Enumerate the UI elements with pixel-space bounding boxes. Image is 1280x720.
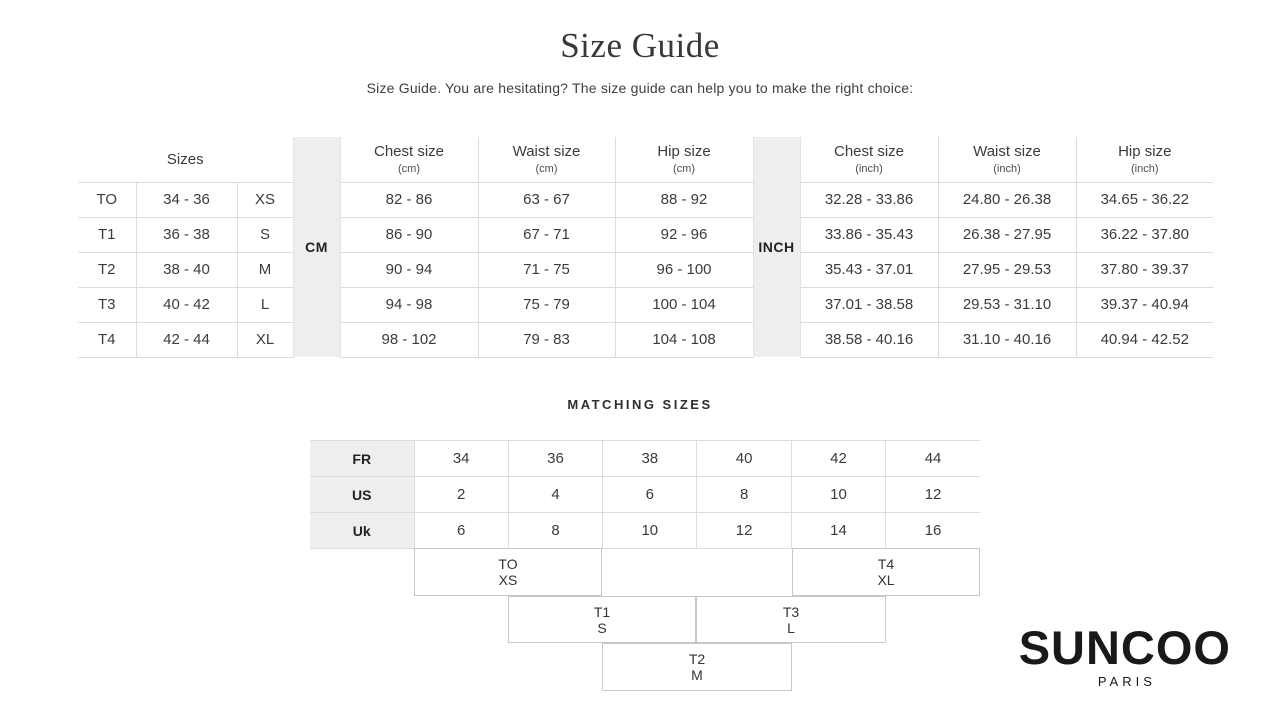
sizes-header-label: Sizes: [166, 150, 204, 168]
hip-inch-cell: 37.80 - 39.37: [1076, 252, 1213, 287]
brand-logo: [1018, 621, 1231, 689]
us-size-cell: 12: [886, 477, 980, 513]
brand-city: PARIS: [1097, 674, 1156, 689]
fr-size-cell: 42: [791, 441, 885, 477]
hip-cm-cell: 100 - 104: [615, 287, 753, 322]
chest-inch-cell: 38.58 - 40.16: [800, 322, 938, 357]
waist-inch-cell: 24.80 - 26.38: [938, 182, 1076, 217]
box-size-code: T1: [593, 603, 611, 620]
waist-inch-header-cell: [938, 137, 1076, 182]
uk-size-cell: 6: [414, 513, 508, 549]
size-code-cell: T4: [78, 322, 136, 357]
size-map-box-t1-s: [508, 596, 696, 643]
chest-cm-header-title: Chest size: [374, 143, 445, 161]
uk-size-cell: 8: [508, 513, 602, 549]
waist-cm-cell: 63 - 67: [478, 182, 615, 217]
cm-label: CM: [305, 239, 328, 255]
box-size-code: T2: [688, 651, 706, 667]
fr-range-cell: 38 - 40: [136, 252, 237, 287]
us-size-cell: 8: [697, 477, 791, 513]
chest-cm-cell: 90 - 94: [340, 252, 478, 287]
hip-cm-cell: 92 - 96: [615, 217, 753, 252]
hip-inch-header-title: Hip size: [1118, 143, 1172, 161]
size-table-row: [78, 252, 1213, 287]
page-subtitle: Size Guide. You are hesitating? The size guide can help you to make the right choice:: [366, 80, 914, 96]
hip-cm-cell: 88 - 92: [615, 182, 753, 217]
cm-unit-strip: [293, 137, 340, 357]
uk-size-cell: 10: [603, 513, 697, 549]
waist-inch-cell: 26.38 - 27.95: [938, 217, 1076, 252]
hip-inch-cell: 39.37 - 40.94: [1076, 287, 1213, 322]
letter-size-cell: XS: [237, 182, 293, 217]
waist-inch-cell: 29.53 - 31.10: [938, 287, 1076, 322]
size-table-header-row: [78, 137, 1213, 182]
fr-size-cell: 40: [697, 441, 791, 477]
chest-inch-header-cell: [800, 137, 938, 182]
chest-inch-cell: 37.01 - 38.58: [800, 287, 938, 322]
letter-size-cell: M: [237, 252, 293, 287]
hip-inch-header-cell: [1076, 137, 1213, 182]
hip-inch-cell: 34.65 - 36.22: [1076, 182, 1213, 217]
matching-sizes-heading: MATCHING SIZES: [567, 397, 713, 412]
waist-cm-cell: 79 - 83: [478, 322, 615, 357]
chest-cm-header-cell: [340, 137, 478, 182]
us-size-cell: 4: [508, 477, 602, 513]
matching-row-fr: [310, 441, 980, 477]
box-size-code: T3: [782, 603, 800, 620]
size-map-box-to-xs: [414, 548, 602, 596]
box-letter-size: XL: [877, 572, 895, 588]
letter-size-cell: XL: [237, 322, 293, 357]
waist-inch-cell: 27.95 - 29.53: [938, 252, 1076, 287]
hip-cm-cell: 104 - 108: [615, 322, 753, 357]
size-map-box-t2-m: [602, 643, 792, 691]
waist-inch-cell: 31.10 - 40.16: [938, 322, 1076, 357]
size-code-cell: TO: [78, 182, 136, 217]
waist-inch-header-unit: (inch): [993, 163, 1021, 176]
waist-cm-cell: 71 - 75: [478, 252, 615, 287]
page-title: Size Guide: [560, 26, 720, 65]
box-letter-size: S: [597, 619, 607, 636]
fr-size-cell: 38: [603, 441, 697, 477]
us-row-label: US: [310, 477, 414, 513]
hip-cm-header-title: Hip size: [657, 143, 711, 161]
fr-row-label: FR: [310, 441, 414, 477]
chest-inch-cell: 32.28 - 33.86: [800, 182, 938, 217]
size-table-row: [78, 287, 1213, 322]
waist-cm-header-cell: [478, 137, 615, 182]
sizes-header-cell: [78, 137, 293, 182]
box-letter-size: L: [787, 619, 795, 636]
letter-size-cell: S: [237, 217, 293, 252]
size-table-row: [78, 217, 1213, 252]
us-size-cell: 6: [603, 477, 697, 513]
waist-cm-header-title: Waist size: [512, 143, 581, 161]
chest-cm-cell: 86 - 90: [340, 217, 478, 252]
waist-cm-cell: 75 - 79: [478, 287, 615, 322]
size-code-cell: T2: [78, 252, 136, 287]
uk-row-label: Uk: [310, 513, 414, 549]
fr-size-cell: 34: [414, 441, 508, 477]
brand-name: SUNCOO: [1018, 621, 1231, 674]
waist-cm-cell: 67 - 71: [478, 217, 615, 252]
chest-cm-cell: 98 - 102: [340, 322, 478, 357]
fr-range-cell: 36 - 38: [136, 217, 237, 252]
uk-size-cell: 12: [697, 513, 791, 549]
chest-cm-header-unit: (cm): [398, 163, 421, 176]
size-table: [78, 137, 1213, 358]
size-code-cell: T3: [78, 287, 136, 322]
chest-inch-cell: 33.86 - 35.43: [800, 217, 938, 252]
fr-size-cell: 36: [508, 441, 602, 477]
chest-inch-header-unit: (inch): [855, 163, 883, 176]
waist-cm-header-unit: (cm): [535, 163, 558, 176]
fr-range-cell: 42 - 44: [136, 322, 237, 357]
us-size-cell: 2: [414, 477, 508, 513]
size-code-cell: T1: [78, 217, 136, 252]
inch-label: INCH: [758, 239, 795, 255]
box-letter-size: M: [691, 667, 703, 683]
chest-cm-cell: 94 - 98: [340, 287, 478, 322]
fr-range-cell: 34 - 36: [136, 182, 237, 217]
box-letter-size: XS: [498, 572, 518, 588]
matching-row-us: [310, 477, 980, 513]
fr-size-cell: 44: [886, 441, 980, 477]
uk-size-cell: 14: [791, 513, 885, 549]
hip-inch-cell: 36.22 - 37.80: [1076, 217, 1213, 252]
chest-inch-cell: 35.43 - 37.01: [800, 252, 938, 287]
hip-cm-header-cell: [615, 137, 753, 182]
uk-size-cell: 16: [886, 513, 980, 549]
matching-sizes-table: [310, 440, 980, 549]
waist-inch-header-title: Waist size: [973, 143, 1041, 161]
us-size-cell: 10: [791, 477, 885, 513]
size-map-box-t3-l: [696, 596, 886, 643]
size-map-box-t4-xl: [792, 548, 980, 596]
hip-inch-header-unit: (inch): [1131, 163, 1159, 176]
hip-inch-cell: 40.94 - 42.52: [1076, 322, 1213, 357]
size-table-row: [78, 322, 1213, 357]
size-table-row: [78, 182, 1213, 217]
box-size-code: T4: [877, 556, 895, 572]
chest-cm-cell: 82 - 86: [340, 182, 478, 217]
fr-range-cell: 40 - 42: [136, 287, 237, 322]
hip-cm-cell: 96 - 100: [615, 252, 753, 287]
matching-row-uk: [310, 513, 980, 549]
hip-cm-header-unit: (cm): [673, 163, 696, 176]
inch-unit-strip: [753, 137, 800, 357]
chest-inch-header-title: Chest size: [834, 143, 905, 161]
box-size-code: TO: [498, 556, 518, 572]
letter-size-cell: L: [237, 287, 293, 322]
